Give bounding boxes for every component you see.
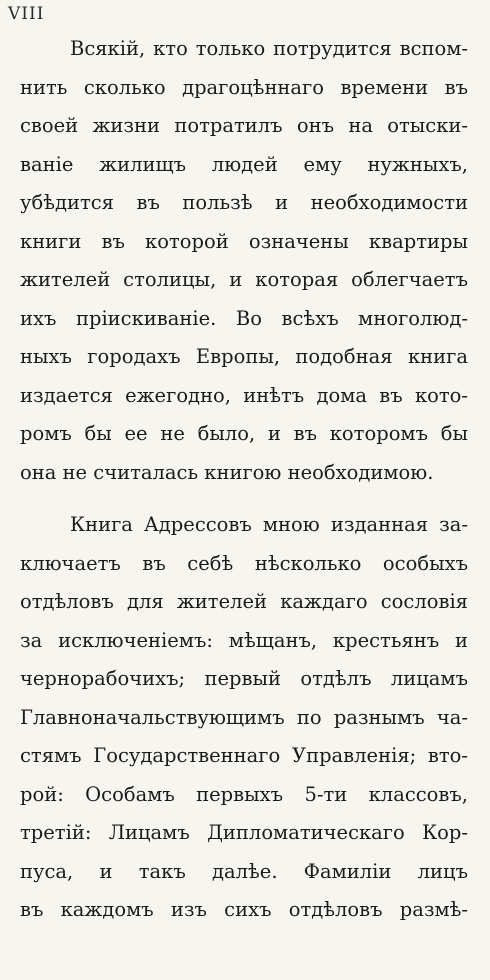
text-line: чернорабочихъ; первый отдѣлъ лицамъ [20,667,468,690]
paragraph-gap [20,492,468,506]
text-line: убѣдится въ пользѣ и необходимости [20,191,468,214]
text-line: ключаетъ въ себѣ нѣсколько особыхъ [20,551,468,575]
paragraph-2 [20,506,468,930]
text-line: рой: Особамъ первыхъ 5-ти классовъ, [20,782,468,806]
text-line: ромъ бы ее не было, и въ которомъ бы [20,422,468,445]
text-line: нить сколько драгоцѣннаго времени въ [20,75,468,99]
text-line: Главноначальствующимъ по разнымъ ча- [20,705,468,729]
body-text [20,30,468,930]
text-line: книги въ которой означены квартиры [20,229,468,253]
text-line: ваніе жилищъ людей ему нужныхъ, [20,152,468,176]
page-number: VIII [8,4,45,24]
text-line: пуса, и такъ далѣе. Фамиліи лицъ [20,859,468,883]
text-line: жителей столицы, и которая облегчаетъ [20,268,468,291]
text-line: ныхъ городахъ Европы, подобная книга [20,345,468,368]
text-line: за исключеніемъ: мѣщанъ, крестьянъ и [20,628,468,652]
text-line: отдѣловъ для жителей каждаго сословія [20,590,468,613]
paragraph-1 [20,30,468,492]
text-line: Книга Адрессовъ мною изданная за- [70,513,468,536]
text-line: она не считалась книгою необходимою. [20,460,434,484]
text-line: третій: Лицамъ Дипломатическаго Кор- [20,821,468,844]
text-line: Всякій, кто только потрудится вспом- [70,37,468,60]
text-line: въ каждомъ изъ сихъ отдѣловъ размѣ- [20,898,468,921]
text-line: ихъ пріискиваніе. Во всѣхъ многолюд- [20,306,468,330]
text-line: издается ежегодно, инѣтъ дома въ кото- [20,383,468,407]
text-line: своей жизни потратилъ онъ на отыски- [20,114,468,137]
text-line: стямъ Государственнаго Управленія; вто- [20,744,468,767]
